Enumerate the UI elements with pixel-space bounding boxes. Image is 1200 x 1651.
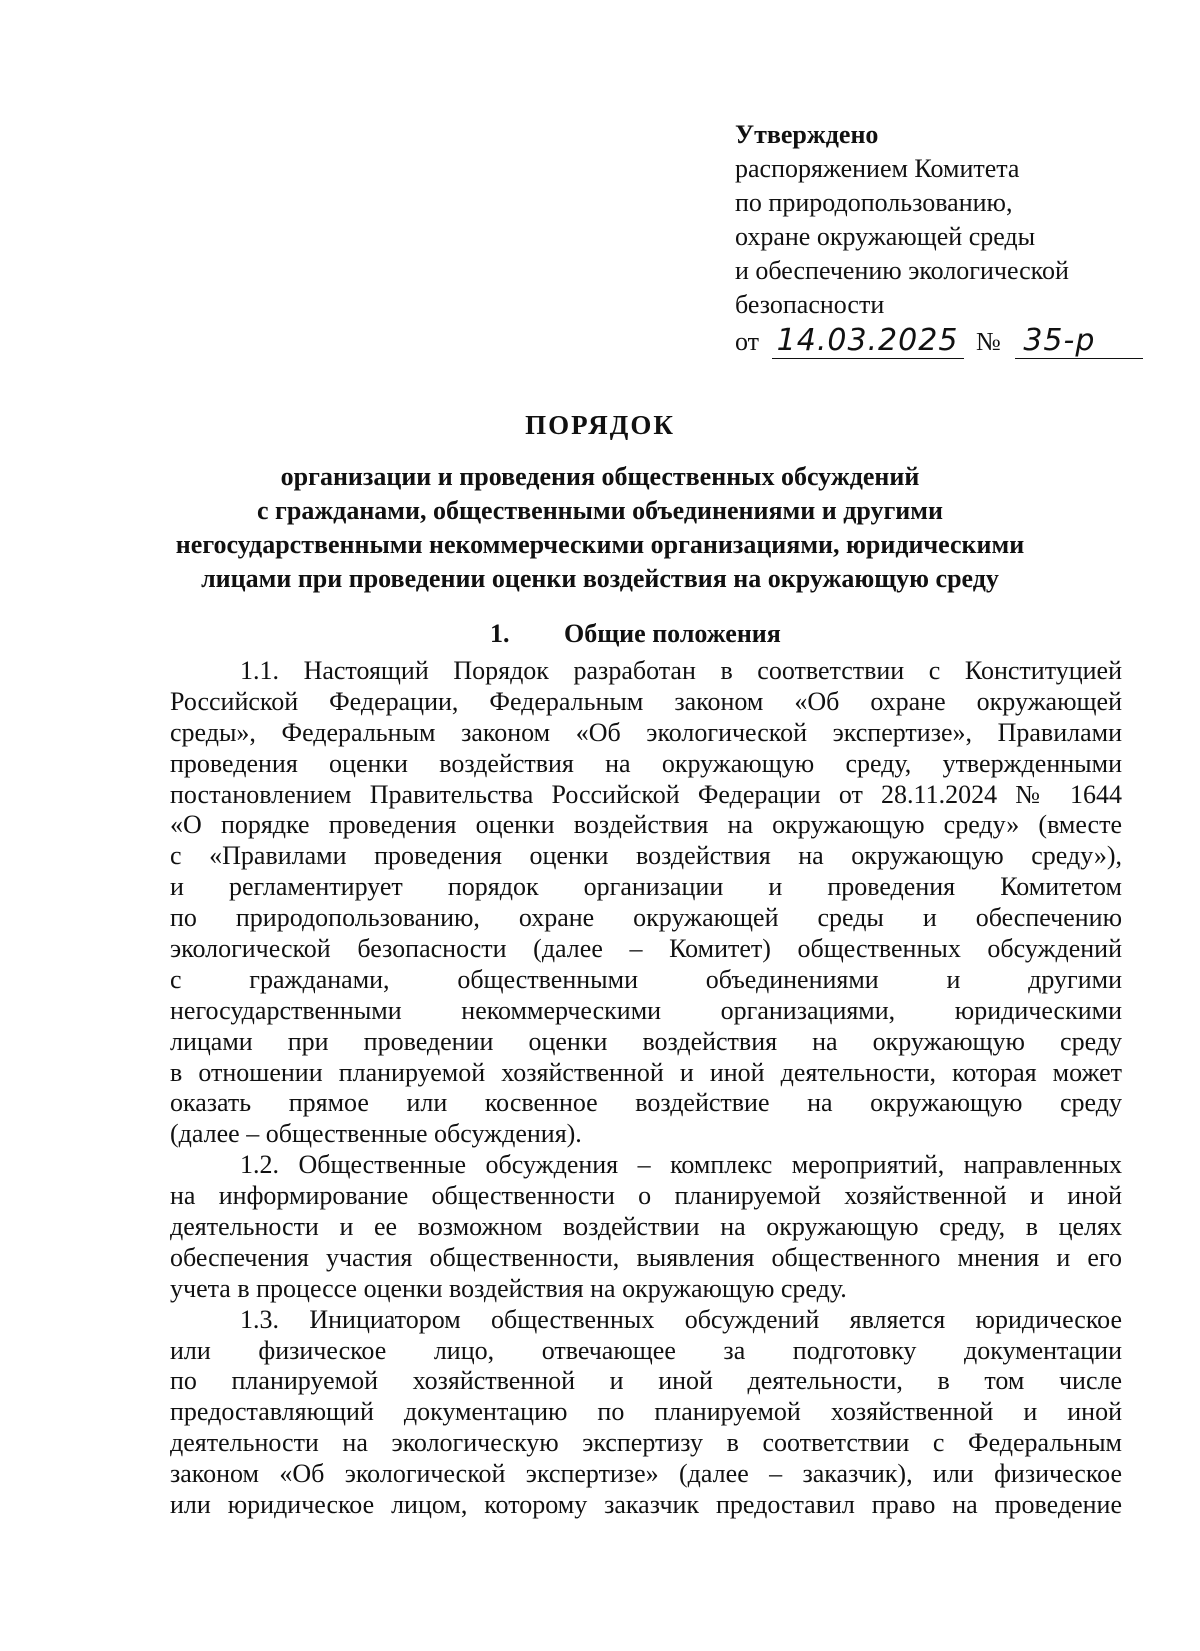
- paragraph-line: 1.2. Общественные обсуждения – комплекс мероприятий, направленных: [240, 1150, 1122, 1180]
- paragraph-line: «О порядке проведения оценки воздействия на окружающую среду» (вместе: [170, 810, 1122, 840]
- subtitle-line: негосударственными некоммерческими организациями, юридическими: [175, 530, 1025, 559]
- section-number: 1.: [490, 619, 510, 648]
- subtitle-line: организации и проведения общественных обсуждений: [280, 462, 920, 491]
- paragraph-line: 1.3. Инициатором общественных обсуждений является юридическое: [240, 1304, 1122, 1334]
- approval-date-line: [735, 324, 1155, 359]
- document-subtitle: [150, 460, 1050, 596]
- paragraph-line: и регламентирует порядок организации и проведения Комитетом: [170, 872, 1122, 902]
- approval-line: и обеспечению экологической: [735, 256, 1069, 285]
- paragraph-line: (далее – общественные обсуждения).: [170, 1119, 582, 1149]
- paragraph-line: постановлением Правительства Российской Федерации от 28.11.2024 № 1644: [170, 779, 1122, 809]
- paragraph-line: или юридическое лицом, которому заказчик предоставил право на проведение: [170, 1490, 1122, 1520]
- paragraph-line: лицами при проведении оценки воздействия на окружающую среду: [170, 1026, 1122, 1056]
- paragraph-line: в отношении планируемой хозяйственной и иной деятельности, которая может: [170, 1057, 1122, 1087]
- approval-line: охране окружающей среды: [735, 222, 1036, 251]
- paragraph-line: учета в процессе оценки воздействия на окружающую среду.: [170, 1273, 847, 1303]
- number-sign: №: [976, 327, 1001, 356]
- paragraph-line: на информирование общественности о планируемой хозяйственной и иной: [170, 1181, 1122, 1211]
- date-prefix: от: [735, 327, 760, 356]
- paragraph-line: с «Правилами проведения оценки воздействия на окружающую среду»),: [170, 841, 1122, 871]
- paragraph-line: Российской Федерации, Федеральным законом «Об охране окружающей: [170, 686, 1122, 716]
- approval-title: Утверждено: [735, 120, 879, 149]
- paragraph-line: 1.1. Настоящий Порядок разработан в соответствии с Конституцией: [240, 656, 1122, 685]
- paragraph-line: по планируемой хозяйственной и иной деятельности, в том числе: [170, 1366, 1122, 1396]
- approval-stamp-block: [735, 118, 1155, 359]
- section-title: Общие положения: [564, 619, 781, 648]
- subtitle-line: лицами при проведении оценки воздействия на окружающую среду: [201, 564, 999, 593]
- document-title: ПОРЯДОК: [525, 410, 675, 440]
- paragraph-line: деятельности на экологическую экспертизу в соответствии с Федеральным: [170, 1428, 1122, 1458]
- section-heading: [490, 617, 781, 651]
- paragraph-line: негосударственными некоммерческими организациями, юридическими: [170, 995, 1122, 1025]
- paragraph-line: обеспечения участия общественности, выявления общественного мнения и его: [170, 1242, 1122, 1272]
- paragraph-line: проведения оценки воздействия на окружающую среду, утвержденными: [170, 748, 1122, 778]
- handwritten-date: 14.03.2025: [772, 324, 964, 359]
- body-text: [170, 656, 1122, 1521]
- paragraph-line: предоставляющий документацию по планируемой хозяйственной и иной: [170, 1397, 1122, 1427]
- handwritten-number: 35-р: [1015, 324, 1143, 359]
- paragraph-line: законом «Об экологической экспертизе» (далее – заказчик), или физическое: [170, 1459, 1122, 1489]
- approval-line: безопасности: [735, 290, 885, 319]
- subtitle-line: с гражданами, общественными объединениями и другими: [257, 496, 943, 525]
- paragraph-line: или физическое лицо, отвечающее за подготовку документации: [170, 1335, 1122, 1365]
- paragraph-line: деятельности и ее возможном воздействии на окружающую среду, в целях: [170, 1212, 1122, 1242]
- paragraph-line: экологической безопасности (далее – Комитет) общественных обсуждений: [170, 934, 1122, 964]
- paragraph-line: с гражданами, общественными объединениями и другими: [170, 964, 1122, 994]
- paragraph-line: по природопользованию, охране окружающей среды и обеспечению: [170, 903, 1122, 933]
- paragraph-line: оказать прямое или косвенное воздействие на окружающую среду: [170, 1088, 1122, 1118]
- paragraph-line: среды», Федеральным законом «Об экологической экспертизе», Правилами: [170, 717, 1122, 747]
- approval-line: распоряжением Комитета: [735, 154, 1020, 183]
- approval-line: по природопользованию,: [735, 188, 1013, 217]
